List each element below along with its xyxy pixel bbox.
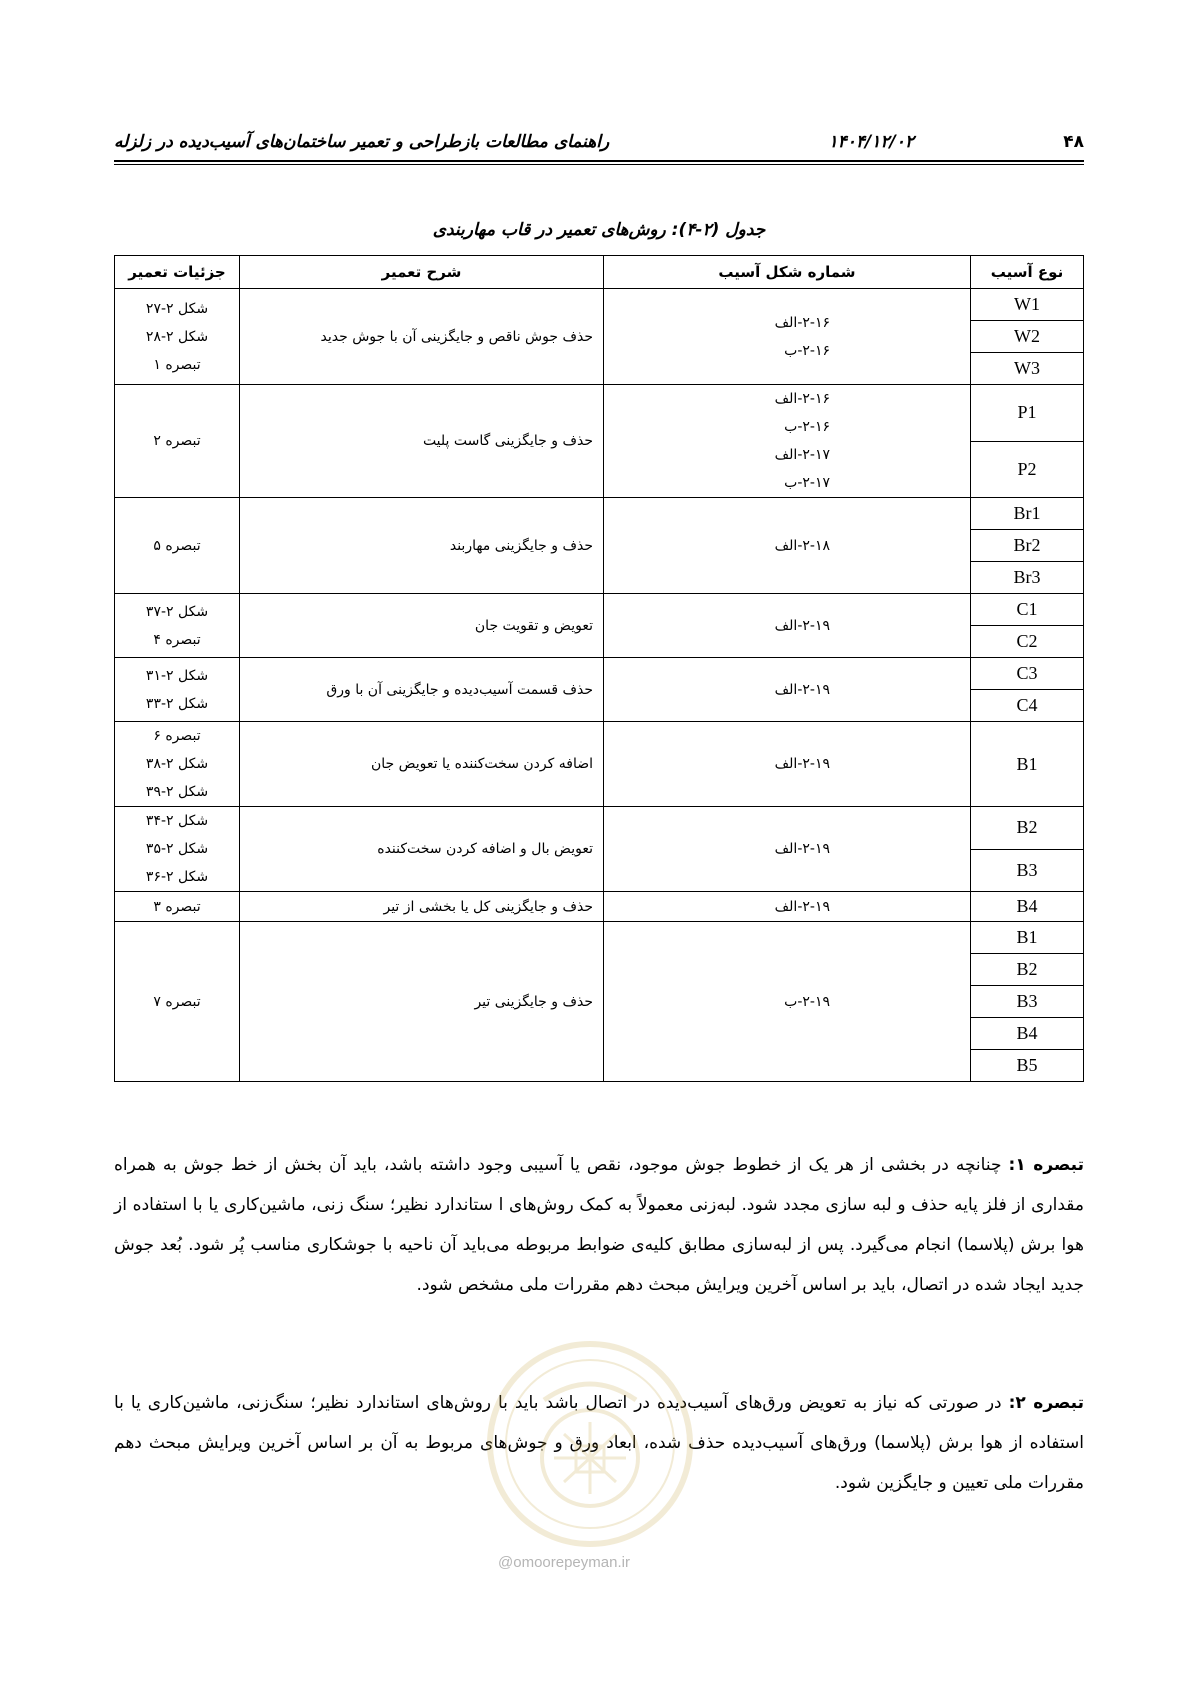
figure-number-cell: [604, 289, 971, 385]
damage-type-cell: B4: [971, 1018, 1084, 1050]
repair-detail: شکل ۲-۲۸: [145, 328, 209, 345]
table-row: [115, 922, 1084, 954]
damage-type-cell: C1: [971, 594, 1084, 626]
repair-detail: تبصره ۵: [153, 537, 201, 554]
repair-description-cell: حذف قسمت آسیب‌دیده و جایگزینی آن با ورق: [240, 658, 604, 722]
repair-detail: شکل ۲-۳۴: [145, 813, 209, 829]
repair-detail: تبصره ۲: [153, 433, 201, 449]
damage-type-cell: Br1: [971, 498, 1084, 530]
watermark-site: @omoorepeyman.ir: [498, 1554, 630, 1571]
repair-description-cell: حذف و جایگزینی تیر: [240, 922, 604, 1082]
note-2-text: در صورتی که نیاز به تعویض ورق‌های آسیب‌دیده در اتصال باشد باید با روش‌های استاندارد نظیر؛ سنگ‌زنی، ماشین‌کاری یا با استفاده از هوا برش (پلاسما) ورق‌های آسیب‌دیده حذف شده، ابعاد ورق و جوش‌های مربوط به آن بر اساس آخرین ویرایش مبحث دهم مقررات ملی تعیین و جایگزین شود.: [114, 1393, 1084, 1493]
damage-type-cell: W2: [971, 321, 1084, 353]
repair-detail: شکل ۲-۲۷: [145, 300, 209, 317]
damage-type-cell: B3: [971, 849, 1084, 892]
figure-number: ۲-۱۸-الف: [774, 537, 830, 554]
header-date: ۱۴۰۴/۱۲/۰۲: [828, 132, 914, 152]
table-row: [115, 289, 1084, 321]
repair-details-cell: [115, 385, 240, 498]
figure-number: ۲-۱۷-الف: [774, 447, 830, 463]
damage-type-cell: B1: [971, 722, 1084, 807]
table-row: [115, 498, 1084, 530]
repair-detail: تبصره ۴: [153, 631, 201, 648]
figure-number: ۲-۱۹-ب: [784, 993, 830, 1010]
figure-number: ۲-۱۶-الف: [774, 391, 830, 407]
header-repair-description: شرح تعمیر: [240, 256, 604, 289]
damage-type-cell: W1: [971, 289, 1084, 321]
figure-number: ۲-۱۹-الف: [774, 681, 830, 698]
figure-number: ۲-۱۹-الف: [774, 841, 830, 857]
repair-detail: شکل ۲-۳۱: [145, 667, 209, 684]
repair-details-cell: [115, 892, 240, 922]
page-number: ۴۸: [1063, 132, 1084, 152]
watermark-seal-icon: [484, 1338, 696, 1550]
repair-description-cell: حذف و جایگزینی کل یا بخشی از تیر: [240, 892, 604, 922]
damage-type-cell: B2: [971, 807, 1084, 850]
repair-details-cell: [115, 722, 240, 807]
repair-details-cell: [115, 922, 240, 1082]
repair-detail: شکل ۲-۳۷: [145, 603, 209, 620]
figure-number: ۲-۱۶-ب: [784, 342, 830, 359]
header-repair-details: جزئیات تعمیر: [115, 256, 240, 289]
table-caption: جدول (۲-۴): روش‌های تعمیر در قاب مهاربندی: [432, 220, 766, 240]
figure-number-cell: [604, 892, 971, 922]
damage-type-cell: P1: [971, 385, 1084, 442]
damage-type-cell: B4: [971, 892, 1084, 922]
table-row: [115, 385, 1084, 442]
figure-number-cell: [604, 722, 971, 807]
table-row: [115, 594, 1084, 626]
repair-description-cell: تعویض بال و اضافه کردن سخت‌کننده: [240, 807, 604, 892]
damage-type-cell: B1: [971, 922, 1084, 954]
damage-type-cell: Br3: [971, 562, 1084, 594]
table-row: [115, 722, 1084, 807]
note-1-text: چنانچه در بخشی از هر یک از خطوط جوش موجود، نقص یا آسیبی وجود داشته باشد، باید آن بخش از خط جوش به همراه مقداری از فلز پایه حذف و لبه سازی مجدد شود. لبه‌زنی معمولاً به کمک روش‌های ا ستاندارد نظیر؛ سنگ زنی، ماشین‌کاری یا با استفاده از هوا برش (پلاسما) انجام می‌گیرد. پس از لبه‌سازی مطابق کلیه‌ی ضوابط مربوطه می‌باید آن ناحیه با جوشکاری مناسب پُر شود. بُعد جوش جدید ایجاد شده در اتصال، باید بر اساس آخرین ویرایش مبحث دهم مقررات ملی مشخص شود.: [114, 1155, 1084, 1295]
damage-type-cell: C2: [971, 626, 1084, 658]
header-rule: [114, 160, 1084, 162]
note-1-label: تبصره ۱:: [1008, 1155, 1084, 1175]
figure-number-cell: [604, 594, 971, 658]
figure-number: ۲-۱۷-ب: [784, 475, 830, 491]
repair-detail: شکل ۲-۳۹: [145, 784, 209, 800]
figure-number: ۲-۱۹-الف: [774, 898, 830, 915]
figure-number: ۲-۱۹-الف: [774, 756, 830, 772]
damage-type-cell: B5: [971, 1050, 1084, 1082]
table-row: [115, 892, 1084, 922]
table-row: [115, 658, 1084, 690]
damage-type-cell: Br2: [971, 530, 1084, 562]
repair-description-cell: اضافه کردن سخت‌کننده یا تعویض جان: [240, 722, 604, 807]
figure-number: ۲-۱۹-الف: [774, 617, 830, 634]
figure-number-cell: [604, 807, 971, 892]
header-title: راهنمای مطالعات بازطراحی و تعمیر ساختمان‌های آسیب‌دیده در زلزله: [114, 132, 610, 152]
header-figure-number: شماره شکل آسیب: [604, 256, 971, 289]
repair-details-cell: [115, 594, 240, 658]
repair-detail: تبصره ۶: [153, 728, 201, 744]
table-row: [115, 807, 1084, 850]
header-rule-thin: [114, 164, 1084, 165]
repair-details-cell: [115, 807, 240, 892]
repair-description-cell: حذف و جایگزینی مهاربند: [240, 498, 604, 594]
damage-type-cell: B2: [971, 954, 1084, 986]
figure-number-cell: [604, 658, 971, 722]
running-header: [114, 128, 1084, 162]
repair-details-cell: [115, 658, 240, 722]
damage-type-cell: C4: [971, 690, 1084, 722]
table-header-row: [115, 256, 1084, 289]
repair-detail: شکل ۲-۳۳: [145, 695, 209, 712]
note-1: [114, 1145, 1084, 1305]
repair-details-cell: [115, 289, 240, 385]
repair-detail: تبصره ۳: [153, 898, 201, 915]
damage-type-cell: C3: [971, 658, 1084, 690]
figure-number-cell: [604, 498, 971, 594]
repair-description-cell: تعویض و تقویت جان: [240, 594, 604, 658]
figure-number-cell: [604, 385, 971, 498]
damage-type-cell: W3: [971, 353, 1084, 385]
repair-description-cell: حذف جوش ناقص و جایگزینی آن با جوش جدید: [240, 289, 604, 385]
damage-type-cell: B3: [971, 986, 1084, 1018]
repair-details-cell: [115, 498, 240, 594]
table-body: [115, 289, 1084, 1082]
repair-description-cell: حذف و جایگزینی گاست پلیت: [240, 385, 604, 498]
header-damage-type: نوع آسیب: [971, 256, 1084, 289]
repair-detail: شکل ۲-۳۸: [145, 756, 209, 772]
figure-number: ۲-۱۶-الف: [774, 314, 830, 331]
note-2-label: تبصره ۲:: [1008, 1393, 1084, 1413]
repair-detail: شکل ۲-۳۶: [145, 869, 209, 885]
damage-type-cell: P2: [971, 441, 1084, 498]
repair-methods-table: [114, 255, 1084, 1082]
figure-number: ۲-۱۶-ب: [784, 419, 830, 435]
figure-number-cell: [604, 922, 971, 1082]
repair-detail: شکل ۲-۳۵: [145, 841, 209, 857]
repair-detail: تبصره ۱: [153, 356, 201, 373]
repair-detail: تبصره ۷: [153, 993, 201, 1010]
